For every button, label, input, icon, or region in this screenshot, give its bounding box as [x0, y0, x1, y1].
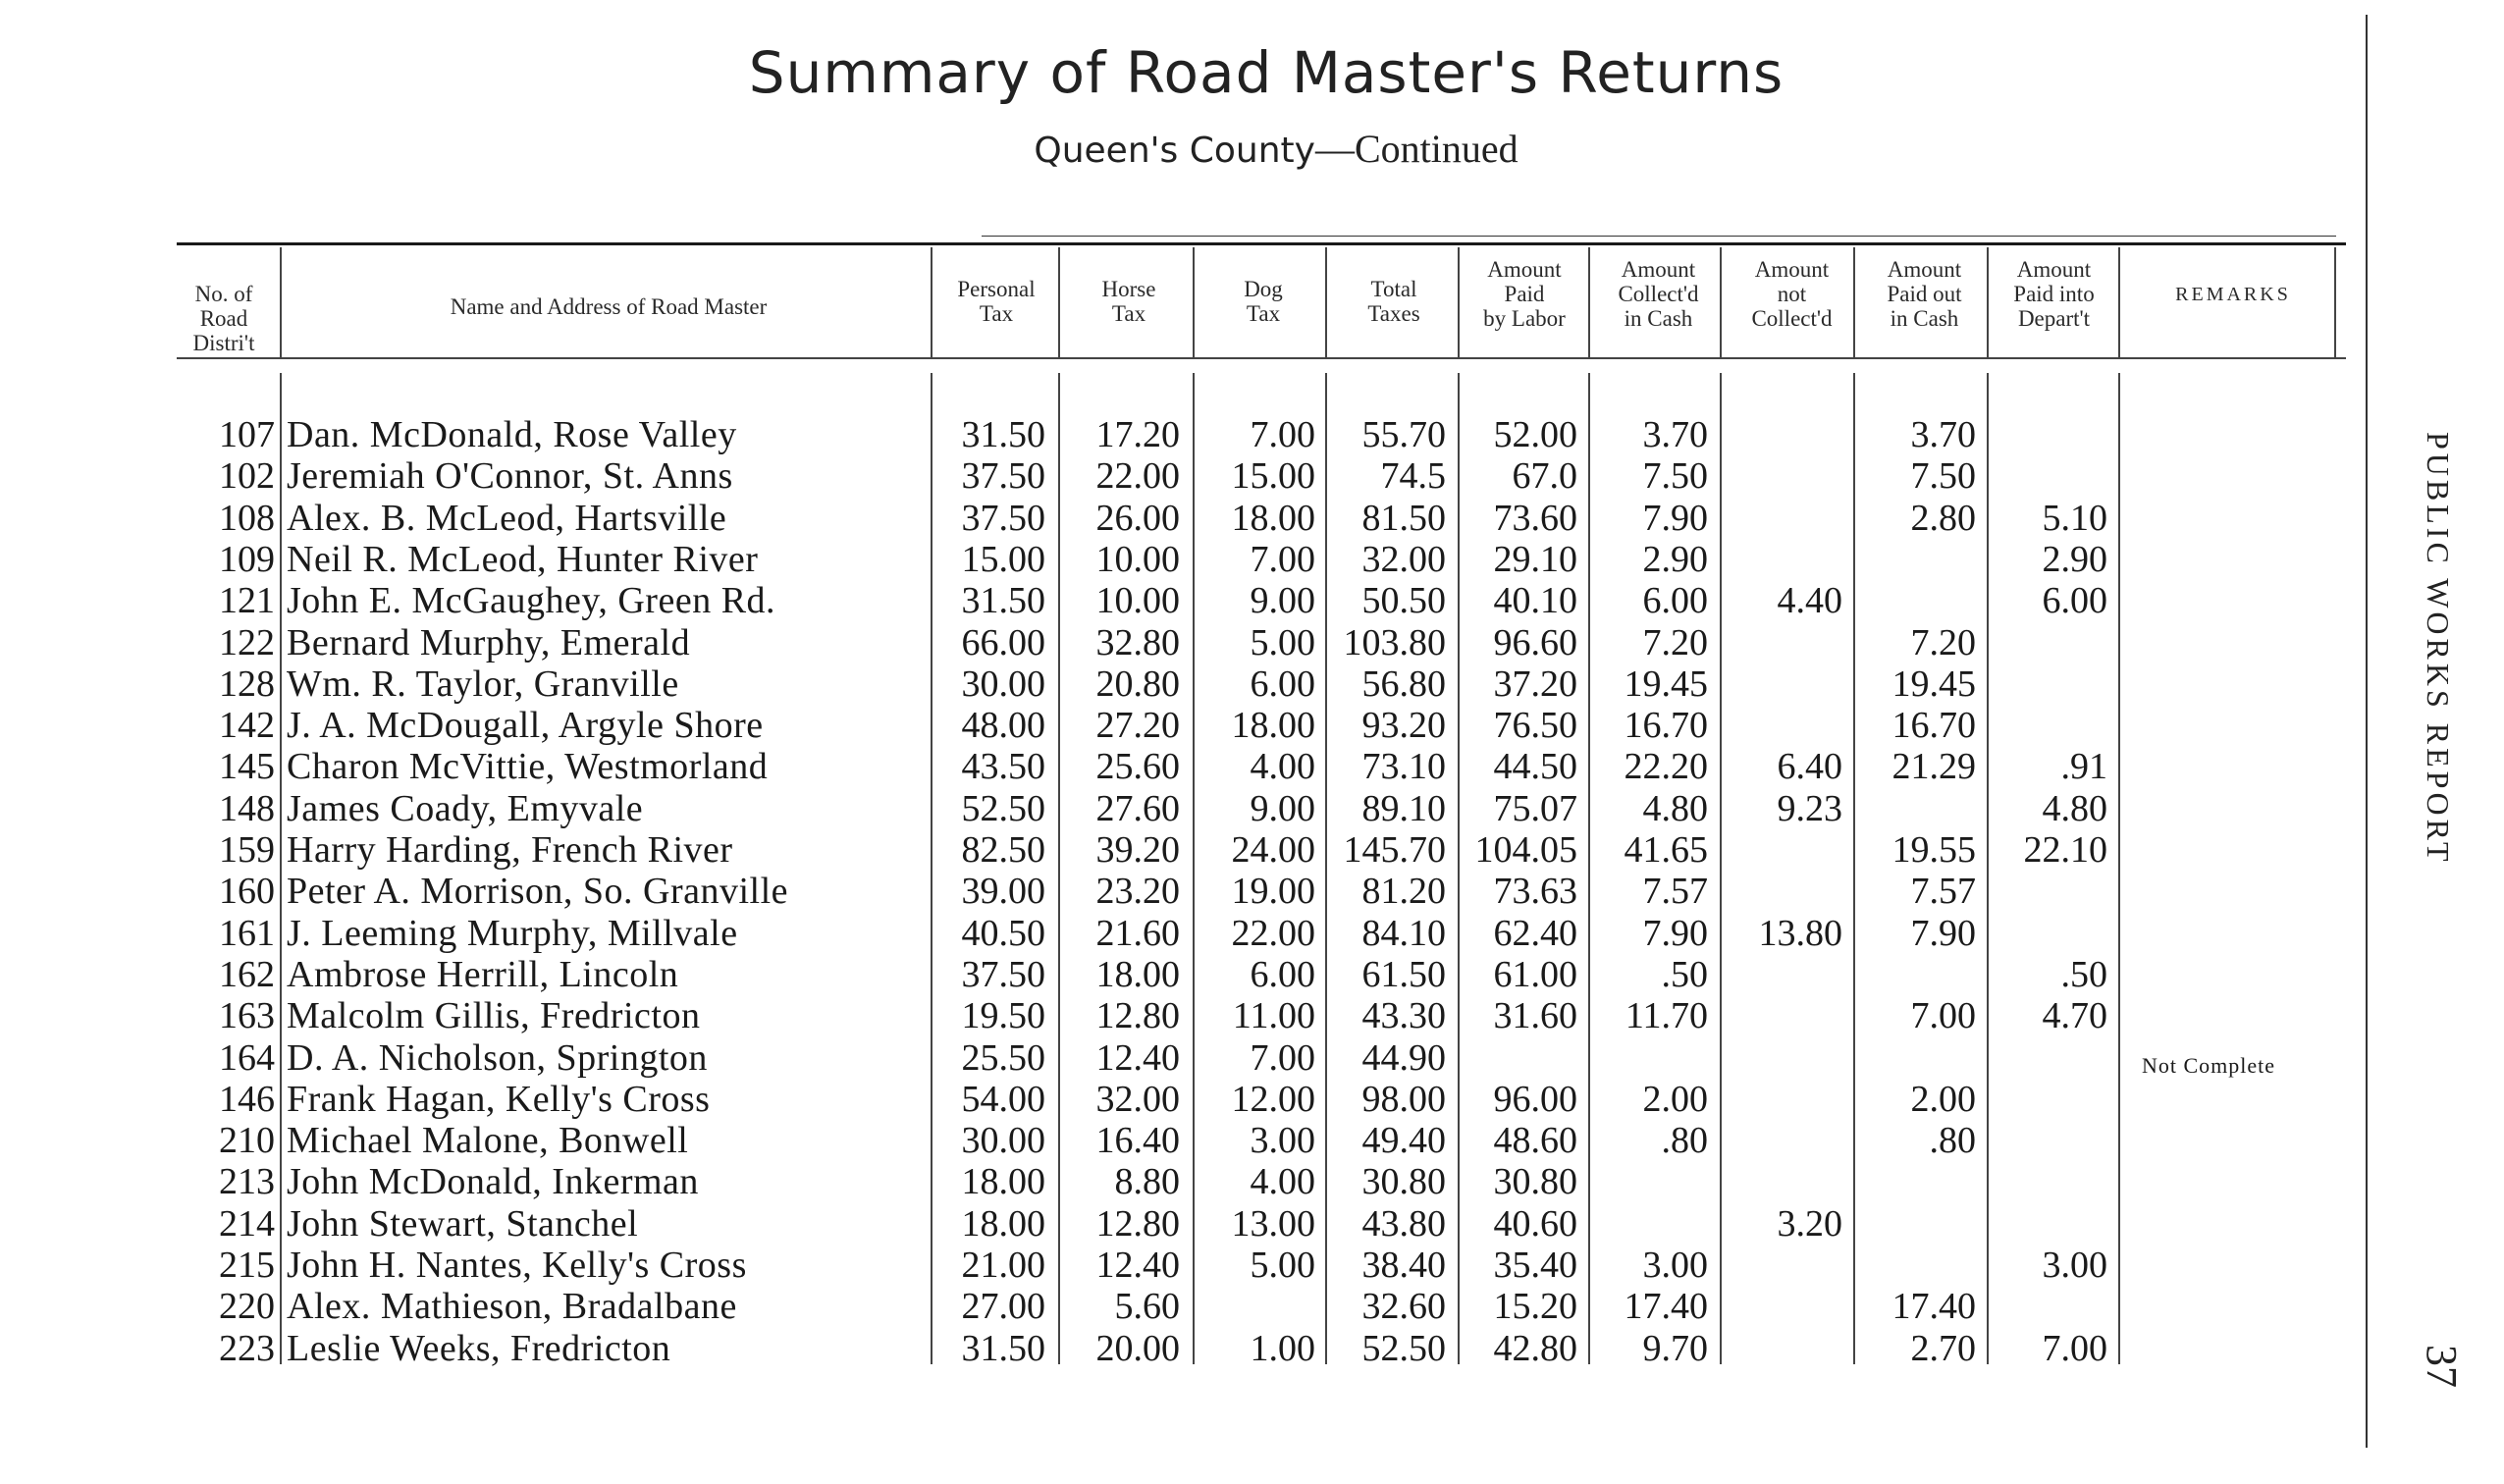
cell-horse: 22.00 [1095, 455, 1180, 498]
cell-collected: 17.40 [1624, 1286, 1708, 1328]
page-number-box [2418, 1345, 2469, 1413]
road-district-number: 148 [219, 787, 275, 829]
cell-collected: 2.00 [1642, 1078, 1708, 1120]
cell-horse: 23.20 [1095, 871, 1180, 913]
cell-personal: 19.50 [961, 995, 1045, 1037]
cell-personal: 82.50 [961, 829, 1045, 871]
column-rule [931, 247, 932, 357]
cell-total: 81.20 [1361, 871, 1446, 913]
cell-paid-out: 17.40 [1891, 1286, 1976, 1328]
road-district-number: 146 [219, 1078, 275, 1120]
cell-total: 50.50 [1361, 580, 1446, 622]
cell-total: 81.50 [1361, 497, 1446, 539]
table-row [0, 455, 2159, 497]
road-district-number: 223 [219, 1327, 275, 1369]
cell-horse: 21.60 [1095, 912, 1180, 954]
cell-total: 38.40 [1361, 1245, 1446, 1286]
cell-total: 61.50 [1361, 953, 1446, 995]
cell-dog: 19.00 [1231, 871, 1315, 913]
cell-paid-out: 21.29 [1891, 746, 1976, 788]
cell-collected: 7.90 [1642, 497, 1708, 539]
cell-personal: 37.50 [961, 455, 1045, 498]
table-row [0, 1328, 2159, 1369]
cell-horse: 32.00 [1095, 1078, 1180, 1120]
table-row [0, 1203, 2159, 1245]
cell-paid-into: 6.00 [2042, 580, 2107, 622]
column-rule [1458, 247, 1460, 357]
cell-paid-out: .80 [1929, 1120, 1976, 1162]
cell-dog: 9.00 [1250, 580, 1315, 622]
road-master-name-address: Wm. R. Taylor, Granville [287, 662, 679, 705]
cell-not-collected: 4.40 [1777, 580, 1842, 622]
cell-personal: 37.50 [961, 497, 1045, 539]
road-master-name-address: Michael Malone, Bonwell [287, 1120, 689, 1162]
cell-labor: 29.10 [1493, 538, 1577, 580]
table-row [0, 705, 2159, 746]
cell-paid-out: 7.00 [1910, 995, 1976, 1037]
cell-not-collected: 6.40 [1777, 746, 1842, 788]
road-master-name-address: Frank Hagan, Kelly's Cross [287, 1078, 711, 1120]
top-rule-thin [982, 236, 2336, 237]
road-district-number: 109 [219, 538, 275, 580]
table-row [0, 746, 2159, 787]
road-master-name-address: John E. McGaughey, Green Rd. [287, 580, 776, 622]
cell-personal: 31.50 [961, 580, 1045, 622]
cell-paid-into: 2.90 [2042, 538, 2107, 580]
road-master-name-address: Malcolm Gillis, Fredricton [287, 995, 701, 1037]
table-row [0, 1161, 2159, 1202]
cell-collected: 6.00 [1642, 580, 1708, 622]
table-row [0, 871, 2159, 912]
cell-total: 43.30 [1361, 995, 1446, 1037]
column-rule [280, 247, 282, 357]
cell-dog: 24.00 [1231, 829, 1315, 871]
cell-personal: 27.00 [961, 1286, 1045, 1328]
cell-dog: 7.00 [1250, 538, 1315, 580]
road-master-name-address: John McDonald, Inkerman [287, 1161, 699, 1203]
road-district-number: 213 [219, 1161, 275, 1203]
cell-not-collected: 9.23 [1777, 787, 1842, 829]
header-amount-paid-into-depart: Amount Paid into Depart't [2013, 257, 2095, 331]
cell-remarks: Not Complete [2142, 1052, 2276, 1078]
cell-labor: 76.50 [1493, 705, 1577, 747]
column-rule [2334, 247, 2336, 357]
cell-personal: 43.50 [961, 746, 1045, 788]
table-row [0, 954, 2159, 995]
road-district-number: 142 [219, 705, 275, 747]
cell-paid-into: 7.00 [2042, 1327, 2107, 1369]
cell-paid-out: 16.70 [1891, 705, 1976, 747]
road-district-number: 164 [219, 1036, 275, 1079]
cell-personal: 30.00 [961, 1120, 1045, 1162]
cell-horse: 27.20 [1095, 705, 1180, 747]
cell-dog: 4.00 [1250, 746, 1315, 788]
road-district-number: 161 [219, 912, 275, 954]
cell-collected: 7.90 [1642, 912, 1708, 954]
cell-paid-into: 4.70 [2042, 995, 2107, 1037]
cell-collected: 2.90 [1642, 538, 1708, 580]
road-district-number: 122 [219, 621, 275, 663]
cell-paid-out: 19.45 [1891, 662, 1976, 705]
cell-horse: 16.40 [1095, 1120, 1180, 1162]
cell-collected: 4.80 [1642, 787, 1708, 829]
cell-paid-out: 19.55 [1891, 829, 1976, 871]
road-district-number: 102 [219, 455, 275, 498]
road-district-number: 145 [219, 746, 275, 788]
cell-horse: 10.00 [1095, 580, 1180, 622]
cell-personal: 25.50 [961, 1036, 1045, 1079]
column-rule [1058, 247, 1060, 357]
cell-total: 84.10 [1361, 912, 1446, 954]
cell-horse: 10.00 [1095, 538, 1180, 580]
cell-paid-into: 5.10 [2042, 497, 2107, 539]
cell-labor: 35.40 [1493, 1245, 1577, 1286]
cell-horse: 25.60 [1095, 746, 1180, 788]
cell-horse: 26.00 [1095, 497, 1180, 539]
cell-labor: 75.07 [1493, 787, 1577, 829]
page-subtitle [883, 126, 1669, 172]
table-row [0, 913, 2159, 954]
header-personal-tax: Personal Tax [957, 277, 1036, 326]
cell-horse: 12.80 [1095, 1202, 1180, 1245]
road-district-number: 128 [219, 662, 275, 705]
road-master-name-address: Jeremiah O'Connor, St. Anns [287, 455, 733, 498]
cell-labor: 40.10 [1493, 580, 1577, 622]
road-district-number: 210 [219, 1120, 275, 1162]
column-rule [1720, 247, 1722, 357]
cell-collected: 19.45 [1624, 662, 1708, 705]
cell-total: 98.00 [1361, 1078, 1446, 1120]
column-rule [1853, 247, 1855, 357]
cell-dog: 7.00 [1250, 414, 1315, 455]
cell-dog: 5.00 [1250, 1245, 1315, 1286]
cell-personal: 66.00 [961, 621, 1045, 663]
table-row [0, 995, 2159, 1036]
cell-paid-out: 2.70 [1910, 1327, 1976, 1369]
cell-paid-into: .91 [2060, 746, 2107, 788]
cell-personal: 30.00 [961, 662, 1045, 705]
table-row [0, 1079, 2159, 1120]
road-master-name-address: John Stewart, Stanchel [287, 1202, 639, 1245]
table-row [0, 1120, 2159, 1161]
header-remarks: REMARKS [2175, 284, 2291, 305]
cell-labor: 30.80 [1493, 1161, 1577, 1203]
cell-personal: 54.00 [961, 1078, 1045, 1120]
cell-labor: 48.60 [1493, 1120, 1577, 1162]
cell-total: 145.70 [1343, 829, 1446, 871]
cell-horse: 18.00 [1095, 953, 1180, 995]
cell-horse: 5.60 [1114, 1286, 1180, 1328]
subtitle-continued: —Continued [1314, 127, 1518, 171]
road-master-name-address: Alex. Mathieson, Bradalbane [287, 1286, 737, 1328]
cell-total: 74.5 [1380, 455, 1446, 498]
header-district: No. of Road Distri't [192, 282, 255, 355]
cell-total: 52.50 [1361, 1327, 1446, 1369]
cell-total: 32.00 [1361, 538, 1446, 580]
table-row [0, 498, 2159, 539]
page-title: Summary of Road Master's Returns [748, 39, 1785, 106]
road-district-number: 163 [219, 995, 275, 1037]
cell-labor: 31.60 [1493, 995, 1577, 1037]
cell-total: 55.70 [1361, 414, 1446, 455]
cell-labor: 37.20 [1493, 662, 1577, 705]
table-row [0, 539, 2159, 580]
road-master-name-address: Bernard Murphy, Emerald [287, 621, 691, 663]
cell-horse: 17.20 [1095, 414, 1180, 455]
road-master-name-address: D. A. Nicholson, Springton [287, 1036, 708, 1079]
cell-labor: 73.63 [1493, 871, 1577, 913]
cell-collected: .50 [1661, 953, 1708, 995]
header-dog-tax: Dog Tax [1244, 277, 1283, 326]
cell-dog: 6.00 [1250, 662, 1315, 705]
cell-collected: 7.50 [1642, 455, 1708, 498]
road-district-number: 160 [219, 871, 275, 913]
cell-dog: 18.00 [1231, 705, 1315, 747]
cell-personal: 31.50 [961, 414, 1045, 455]
cell-labor: 52.00 [1493, 414, 1577, 455]
cell-total: 103.80 [1343, 621, 1446, 663]
cell-horse: 12.40 [1095, 1245, 1180, 1286]
cell-personal: 31.50 [961, 1327, 1045, 1369]
cell-collected: 3.70 [1642, 414, 1708, 455]
table-row [0, 580, 2159, 621]
cell-dog: 12.00 [1231, 1078, 1315, 1120]
road-district-number: 162 [219, 953, 275, 995]
table-row [0, 1286, 2159, 1327]
cell-dog: 5.00 [1250, 621, 1315, 663]
column-rule [1325, 247, 1327, 357]
column-rule [1588, 247, 1590, 357]
cell-dog: 11.00 [1232, 995, 1315, 1037]
cell-horse: 12.40 [1095, 1036, 1180, 1079]
cell-paid-into: 22.10 [2023, 829, 2107, 871]
cell-total: 93.20 [1361, 705, 1446, 747]
cell-paid-out: 7.20 [1910, 621, 1976, 663]
road-master-name-address: J. A. McDougall, Argyle Shore [287, 705, 764, 747]
column-rule [1987, 247, 1989, 357]
header-amount-collected-cash: Amount Collect'd in Cash [1618, 257, 1699, 331]
cell-collected: 7.20 [1642, 621, 1708, 663]
cell-paid-into: .50 [2060, 953, 2107, 995]
cell-dog: 22.00 [1231, 912, 1315, 954]
cell-personal: 39.00 [961, 871, 1045, 913]
table-row [0, 829, 2159, 871]
cell-horse: 32.80 [1095, 621, 1180, 663]
road-district-number: 108 [219, 497, 275, 539]
cell-collected: 3.00 [1642, 1245, 1708, 1286]
cell-labor: 104.05 [1474, 829, 1577, 871]
road-district-number: 215 [219, 1245, 275, 1286]
cell-not-collected: 3.20 [1777, 1202, 1842, 1245]
road-master-name-address: Harry Harding, French River [287, 829, 733, 871]
cell-collected: 9.70 [1642, 1327, 1708, 1369]
side-running-head: PUBLIC WORKS REPORT [2421, 432, 2456, 866]
header-horse-tax: Horse Tax [1101, 277, 1156, 326]
cell-labor: 40.60 [1493, 1202, 1577, 1245]
cell-total: 56.80 [1361, 662, 1446, 705]
cell-collected: 16.70 [1624, 705, 1708, 747]
cell-horse: 20.00 [1095, 1327, 1180, 1369]
road-district-number: 220 [219, 1286, 275, 1328]
cell-horse: 20.80 [1095, 662, 1180, 705]
cell-dog: 18.00 [1231, 497, 1315, 539]
road-master-name-address: John H. Nantes, Kelly's Cross [287, 1245, 747, 1286]
cell-labor: 42.80 [1493, 1327, 1577, 1369]
cell-dog: 9.00 [1250, 787, 1315, 829]
cell-paid-out: 7.57 [1910, 871, 1976, 913]
page-number: 37 [2418, 1345, 2466, 1388]
cell-labor: 96.60 [1493, 621, 1577, 663]
column-rule [2118, 247, 2120, 357]
subtitle-county: Queen's County [1034, 131, 1315, 171]
cell-total: 89.10 [1361, 787, 1446, 829]
road-district-number: 214 [219, 1202, 275, 1245]
table-row [0, 1245, 2159, 1286]
road-master-name-address: Leslie Weeks, Fredricton [287, 1327, 671, 1369]
cell-labor: 62.40 [1493, 912, 1577, 954]
cell-personal: 52.50 [961, 787, 1045, 829]
cell-labor: 15.20 [1493, 1286, 1577, 1328]
cell-paid-out: 2.00 [1910, 1078, 1976, 1120]
cell-personal: 48.00 [961, 705, 1045, 747]
cell-total: 44.90 [1361, 1036, 1446, 1079]
cell-horse: 12.80 [1095, 995, 1180, 1037]
top-rule [177, 242, 2346, 245]
cell-labor: 61.00 [1493, 953, 1577, 995]
road-master-name-address: J. Leeming Murphy, Millvale [287, 912, 738, 954]
header-rule [177, 357, 2346, 359]
cell-paid-out: 3.70 [1910, 414, 1976, 455]
header-amount-paid-out-cash: Amount Paid out in Cash [1887, 257, 1962, 331]
road-master-name-address: Neil R. McLeod, Hunter River [287, 538, 759, 580]
cell-not-collected: 13.80 [1758, 912, 1842, 954]
cell-collected: 22.20 [1624, 746, 1708, 788]
cell-labor: 96.00 [1493, 1078, 1577, 1120]
cell-labor: 44.50 [1493, 746, 1577, 788]
cell-collected: .80 [1661, 1120, 1708, 1162]
cell-dog: 3.00 [1250, 1120, 1315, 1162]
road-district-number: 121 [219, 580, 275, 622]
column-rule [1193, 247, 1195, 357]
cell-personal: 18.00 [961, 1161, 1045, 1203]
cell-dog: 6.00 [1250, 953, 1315, 995]
road-district-number: 159 [219, 829, 275, 871]
cell-dog: 15.00 [1231, 455, 1315, 498]
cell-personal: 40.50 [961, 912, 1045, 954]
header-amount-paid-labor: Amount Paid by Labor [1483, 257, 1566, 331]
cell-personal: 21.00 [961, 1245, 1045, 1286]
road-master-name-address: James Coady, Emyvale [287, 787, 644, 829]
cell-horse: 39.20 [1095, 829, 1180, 871]
road-master-name-address: Alex. B. McLeod, Hartsville [287, 497, 727, 539]
road-district-number: 107 [219, 414, 275, 455]
cell-labor: 73.60 [1493, 497, 1577, 539]
cell-personal: 37.50 [961, 953, 1045, 995]
table-row [0, 414, 2159, 455]
cell-collected: 41.65 [1624, 829, 1708, 871]
cell-total: 32.60 [1361, 1286, 1446, 1328]
cell-paid-out: 2.80 [1910, 497, 1976, 539]
header-name: Name and Address of Road Master [450, 294, 768, 319]
road-master-name-address: Dan. McDonald, Rose Valley [287, 414, 737, 455]
cell-paid-out: 7.90 [1910, 912, 1976, 954]
cell-dog: 1.00 [1250, 1327, 1315, 1369]
cell-collected: 11.70 [1625, 995, 1708, 1037]
cell-personal: 15.00 [961, 538, 1045, 580]
table-row [0, 1036, 2276, 1079]
table-row [0, 663, 2159, 705]
cell-total: 49.40 [1361, 1120, 1446, 1162]
page-edge-line [2366, 15, 2368, 1448]
cell-paid-into: 3.00 [2042, 1245, 2107, 1286]
cell-total: 43.80 [1361, 1202, 1446, 1245]
road-master-name-address: Ambrose Herrill, Lincoln [287, 953, 679, 995]
header-total-taxes: Total Taxes [1367, 277, 1420, 326]
cell-personal: 18.00 [961, 1202, 1045, 1245]
table-row [0, 622, 2159, 663]
running-head [2421, 432, 2466, 903]
cell-total: 73.10 [1361, 746, 1446, 788]
cell-paid-out: 7.50 [1910, 455, 1976, 498]
road-master-name-address: Charon McVittie, Westmorland [287, 746, 769, 788]
cell-dog: 13.00 [1231, 1202, 1315, 1245]
cell-dog: 4.00 [1250, 1161, 1315, 1203]
cell-paid-into: 4.80 [2042, 787, 2107, 829]
table-row [0, 788, 2159, 829]
cell-collected: 7.57 [1642, 871, 1708, 913]
road-master-name-address: Peter A. Morrison, So. Granville [287, 871, 789, 913]
cell-horse: 27.60 [1095, 787, 1180, 829]
header-amount-not-collected: Amount not Collect'd [1751, 257, 1833, 331]
cell-total: 30.80 [1361, 1161, 1446, 1203]
cell-horse: 8.80 [1114, 1161, 1180, 1203]
cell-labor: 67.0 [1512, 455, 1577, 498]
cell-dog: 7.00 [1250, 1036, 1315, 1079]
